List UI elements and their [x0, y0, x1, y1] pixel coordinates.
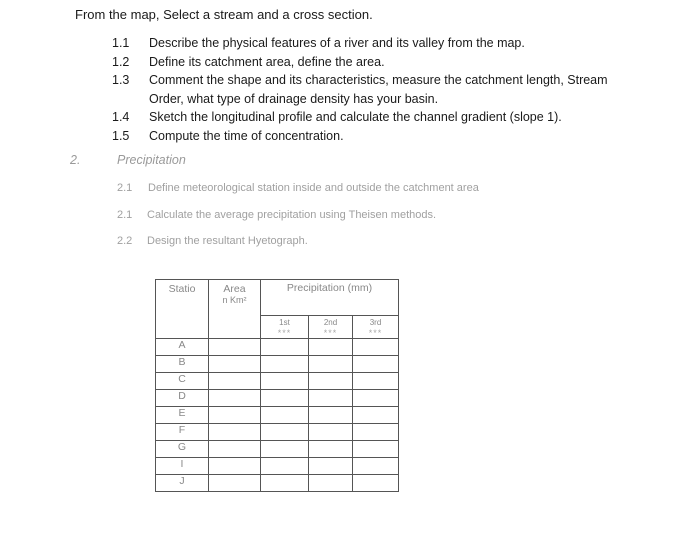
- item-text: Define its catchment area, define the area.: [149, 55, 385, 69]
- station-cell: D: [156, 390, 209, 407]
- item-number: 1.2: [112, 55, 130, 69]
- intro-text: From the map, Select a stream and a cross section.: [75, 7, 373, 22]
- sub-item-text: Design the resultant Hyetograph.: [147, 235, 308, 247]
- station-cell: J: [156, 475, 209, 492]
- header-sub-1st: 1st ***: [261, 316, 309, 339]
- header-area-unit: n Km²: [222, 295, 247, 305]
- item-text: Sketch the longitudinal profile and calculate the channel gradient (slope 1).: [149, 110, 562, 124]
- station-cell: A: [156, 339, 209, 356]
- item-number: 1.4: [112, 110, 130, 124]
- sub-item-number: 2.1: [117, 182, 133, 194]
- header-area-label: Area: [223, 283, 246, 295]
- station-cell: B: [156, 356, 209, 373]
- section-number: 2.: [70, 153, 81, 167]
- sub-item-text: Define meteorological station inside and outside the catchment area: [148, 182, 479, 194]
- item-number: 1.3: [112, 73, 130, 87]
- header-station: Statio: [156, 280, 209, 339]
- item-text: Describe the physical features of a river and its valley from the map.: [149, 36, 525, 50]
- item-number: 1.5: [112, 129, 130, 143]
- item-number: 1.1: [112, 36, 130, 50]
- header-sub-2nd: 2nd ***: [309, 316, 353, 339]
- item-text: Compute the time of concentration.: [149, 129, 344, 143]
- item-text-continued: Order, what type of drainage density has your basin.: [149, 92, 439, 106]
- header-precipitation: Precipitation (mm): [261, 280, 399, 316]
- station-cell: G: [156, 441, 209, 458]
- item-text: Comment the shape and its characteristics, measure the catchment length, Stream: [149, 73, 608, 87]
- section-title: Precipitation: [117, 153, 186, 167]
- precipitation-table: [155, 279, 399, 492]
- station-cell: I: [156, 458, 209, 475]
- station-cell: E: [156, 407, 209, 424]
- station-cell: F: [156, 424, 209, 441]
- station-cell: C: [156, 373, 209, 390]
- header-sub-3rd: 3rd ***: [353, 316, 399, 339]
- header-area: [209, 280, 261, 339]
- sub-item-number: 2.2: [117, 235, 133, 247]
- sub-item-text: Calculate the average precipitation using Theisen methods.: [147, 209, 437, 221]
- sub-item-number: 2.1: [117, 209, 133, 221]
